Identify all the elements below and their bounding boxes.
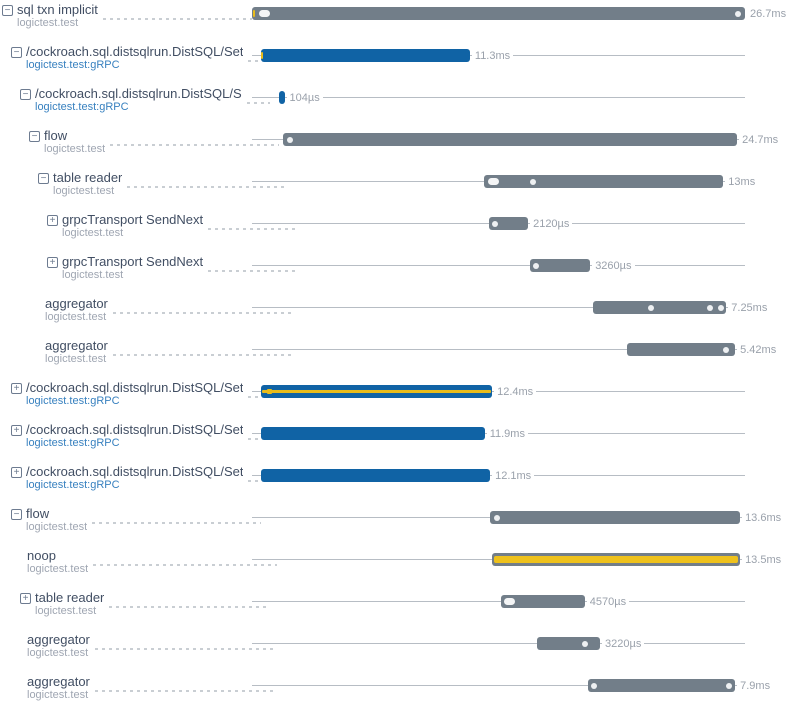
collapse-toggle-icon[interactable]: −	[20, 89, 31, 100]
trace-span-row	[0, 84, 786, 126]
event-marker-dot	[648, 305, 654, 311]
span-name: aggregator	[27, 674, 90, 689]
trace-span-row	[0, 294, 786, 336]
event-marker-dot	[591, 683, 597, 689]
event-marker-dot	[582, 641, 588, 647]
span-bar[interactable]	[484, 175, 723, 188]
span-bar[interactable]	[279, 91, 284, 104]
timeline-baseline	[252, 643, 745, 644]
span-label-area	[0, 632, 279, 670]
span-label-area	[0, 2, 254, 40]
span-texts	[26, 44, 243, 71]
trace-span-row	[0, 210, 786, 252]
timeline-track	[252, 126, 779, 168]
span-name: aggregator	[27, 632, 90, 647]
timeline-track	[252, 630, 745, 672]
event-marker-tick	[253, 10, 255, 17]
timeline-track	[252, 0, 786, 42]
duration-label: 13.5ms	[742, 554, 784, 566]
span-texts	[26, 464, 243, 491]
timeline-track	[252, 168, 756, 210]
span-name: /cockroach.sql.distsqlrun.DistSQL/Set	[26, 422, 244, 437]
duration-label: 12.1ms	[492, 470, 534, 482]
timeline-track	[252, 210, 745, 252]
span-bar[interactable]	[261, 427, 485, 440]
timeline-track	[252, 462, 745, 504]
span-texts	[62, 212, 203, 239]
span-texts	[45, 296, 108, 323]
span-name: aggregator	[45, 338, 108, 353]
span-bar[interactable]	[261, 49, 470, 62]
span-source: logictest.test	[17, 17, 79, 29]
timeline-baseline	[252, 601, 745, 602]
dashed-connector	[95, 690, 277, 692]
expand-toggle-icon[interactable]: +	[11, 383, 22, 394]
span-texts	[44, 128, 105, 155]
span-source: logictest.test	[27, 563, 89, 575]
span-texts	[27, 674, 90, 701]
expand-toggle-icon[interactable]: +	[47, 215, 58, 226]
span-name: grpcTransport SendNext	[62, 212, 204, 227]
span-texts	[53, 170, 122, 197]
dashed-connector	[109, 606, 270, 608]
highlight-stripe	[262, 390, 491, 393]
trace-span-row	[0, 168, 786, 210]
duration-label: 3260µs	[592, 260, 634, 272]
span-bar[interactable]	[261, 469, 490, 482]
span-name: noop	[27, 548, 56, 563]
duration-label: 13.6ms	[742, 512, 784, 524]
collapse-toggle-icon[interactable]: −	[2, 5, 13, 16]
span-name: table reader	[35, 590, 105, 605]
dashed-connector	[103, 18, 252, 20]
span-bar[interactable]	[627, 343, 735, 356]
span-label-area	[0, 464, 263, 502]
duration-label: 26.7ms	[747, 8, 786, 20]
duration-label: 7.25ms	[728, 302, 770, 314]
trace-span-row	[0, 420, 786, 462]
span-bar[interactable]	[593, 301, 726, 314]
duration-label: 24.7ms	[739, 134, 781, 146]
span-texts	[35, 86, 242, 113]
trace-span-row	[0, 378, 786, 420]
span-name: flow	[44, 128, 68, 143]
duration-label: 12.4ms	[494, 386, 536, 398]
duration-label: 3220µs	[602, 638, 644, 650]
trace-span-row	[0, 252, 786, 294]
event-marker-tick	[261, 52, 263, 59]
timeline-track	[252, 378, 745, 420]
span-texts	[26, 422, 243, 449]
trace-span-row	[0, 42, 786, 84]
span-name: /cockroach.sql.distsqlrun.DistSQL/Set	[26, 464, 244, 479]
timeline-track	[252, 504, 782, 546]
span-source: logictest.test:gRPC	[26, 395, 120, 407]
span-texts	[62, 254, 203, 281]
span-bar[interactable]	[489, 217, 528, 230]
span-bar[interactable]	[588, 679, 735, 692]
span-label-area	[0, 380, 263, 418]
span-source: logictest.test:gRPC	[26, 437, 120, 449]
span-bar[interactable]	[501, 595, 585, 608]
collapse-toggle-icon[interactable]: −	[11, 509, 22, 520]
duration-label: 13ms	[725, 176, 758, 188]
event-marker-dot	[494, 515, 500, 521]
trace-span-row	[0, 504, 786, 546]
span-label-area	[0, 44, 263, 82]
duration-label: 104µs	[287, 92, 323, 104]
timeline-track	[252, 588, 745, 630]
dashed-connector	[93, 564, 277, 566]
span-label-area	[0, 170, 290, 208]
span-name: grpcTransport SendNext	[62, 254, 204, 269]
duration-label: 7.9ms	[737, 680, 773, 692]
span-name: /cockroach.sql.distsqlrun.DistSQL/Set	[26, 380, 244, 395]
span-label-area	[0, 422, 263, 460]
span-source: logictest.test	[45, 353, 107, 365]
span-source: logictest.test	[62, 227, 124, 239]
timeline-baseline	[252, 265, 745, 266]
duration-label: 4570µs	[587, 596, 629, 608]
event-marker-dot	[723, 347, 729, 353]
timeline-track	[252, 336, 777, 378]
span-source: logictest.test	[62, 269, 124, 281]
span-name: /cockroach.sql.distsqlrun.DistSQL/S	[35, 86, 242, 101]
trace-span-row	[0, 546, 786, 588]
span-source: logictest.test	[44, 143, 106, 155]
span-label-area	[0, 548, 279, 586]
span-source: logictest.test:gRPC	[26, 479, 120, 491]
duration-label: 11.3ms	[472, 50, 513, 62]
span-texts	[35, 590, 104, 617]
duration-label: 5.42ms	[737, 344, 779, 356]
expand-toggle-icon[interactable]: +	[20, 593, 31, 604]
span-source: logictest.test:gRPC	[26, 59, 120, 71]
timeline-baseline	[252, 97, 745, 98]
trace-span-row	[0, 588, 786, 630]
span-source: logictest.test:gRPC	[35, 101, 129, 113]
span-label-area	[0, 128, 281, 166]
span-bar[interactable]	[490, 511, 740, 524]
span-name: /cockroach.sql.distsqlrun.DistSQL/Set	[26, 44, 244, 59]
event-marker-square	[267, 389, 272, 394]
span-source: logictest.test	[27, 689, 89, 701]
expand-toggle-icon[interactable]: +	[11, 467, 22, 478]
event-marker-dot	[530, 179, 536, 185]
event-marker-dot	[735, 11, 741, 17]
collapse-toggle-icon[interactable]: −	[29, 131, 40, 142]
timeline-track	[252, 84, 745, 126]
span-bar[interactable]	[261, 385, 492, 398]
event-marker-dot	[287, 137, 293, 143]
event-marker-pill	[488, 178, 499, 185]
span-source: logictest.test	[26, 521, 88, 533]
span-source: logictest.test	[35, 605, 97, 617]
span-bar[interactable]	[252, 7, 745, 20]
span-texts	[27, 548, 88, 575]
collapse-toggle-icon[interactable]: −	[38, 173, 49, 184]
span-label-area	[0, 506, 263, 544]
span-source: logictest.test	[53, 185, 115, 197]
timeline-track	[252, 672, 771, 714]
timeline-track	[252, 42, 745, 84]
duration-label: 2120µs	[530, 218, 572, 230]
trace-span-row	[0, 336, 786, 378]
timeline-track	[252, 546, 782, 588]
event-marker-pill	[259, 10, 270, 17]
span-name: table reader	[53, 170, 123, 185]
event-marker-dot	[726, 683, 732, 689]
timeline-track	[252, 294, 768, 336]
span-texts	[27, 632, 90, 659]
span-texts	[26, 380, 243, 407]
span-name: flow	[26, 506, 50, 521]
duration-label: 11.9ms	[487, 428, 528, 440]
span-bar[interactable]	[530, 259, 590, 272]
expand-toggle-icon[interactable]: +	[11, 425, 22, 436]
span-source: logictest.test	[27, 647, 89, 659]
span-name: sql txn implicit	[17, 2, 98, 17]
trace-span-row	[0, 0, 786, 42]
span-bar[interactable]	[283, 133, 737, 146]
trace-span-row	[0, 462, 786, 504]
highlight-stripe	[494, 556, 738, 563]
trace-span-row	[0, 672, 786, 714]
event-marker-pill	[504, 598, 515, 605]
span-texts	[26, 506, 87, 533]
span-texts	[17, 2, 98, 29]
span-bar[interactable]	[537, 637, 600, 650]
span-source: logictest.test	[45, 311, 107, 323]
span-bar[interactable]	[492, 553, 740, 566]
event-marker-dot	[492, 221, 498, 227]
trace-span-row	[0, 126, 786, 168]
span-label-area	[0, 590, 272, 628]
dashed-connector	[92, 522, 261, 524]
expand-toggle-icon[interactable]: +	[47, 257, 58, 268]
span-name: aggregator	[45, 296, 108, 311]
timeline-track	[252, 420, 745, 462]
span-label-area	[0, 86, 272, 124]
span-label-area	[0, 674, 279, 712]
span-texts	[45, 338, 108, 365]
dashed-connector	[95, 648, 277, 650]
collapse-toggle-icon[interactable]: −	[11, 47, 22, 58]
timeline-track	[252, 252, 745, 294]
event-marker-dot	[533, 263, 539, 269]
trace-span-row	[0, 630, 786, 672]
event-marker-dot	[718, 305, 724, 311]
event-marker-dot	[707, 305, 713, 311]
